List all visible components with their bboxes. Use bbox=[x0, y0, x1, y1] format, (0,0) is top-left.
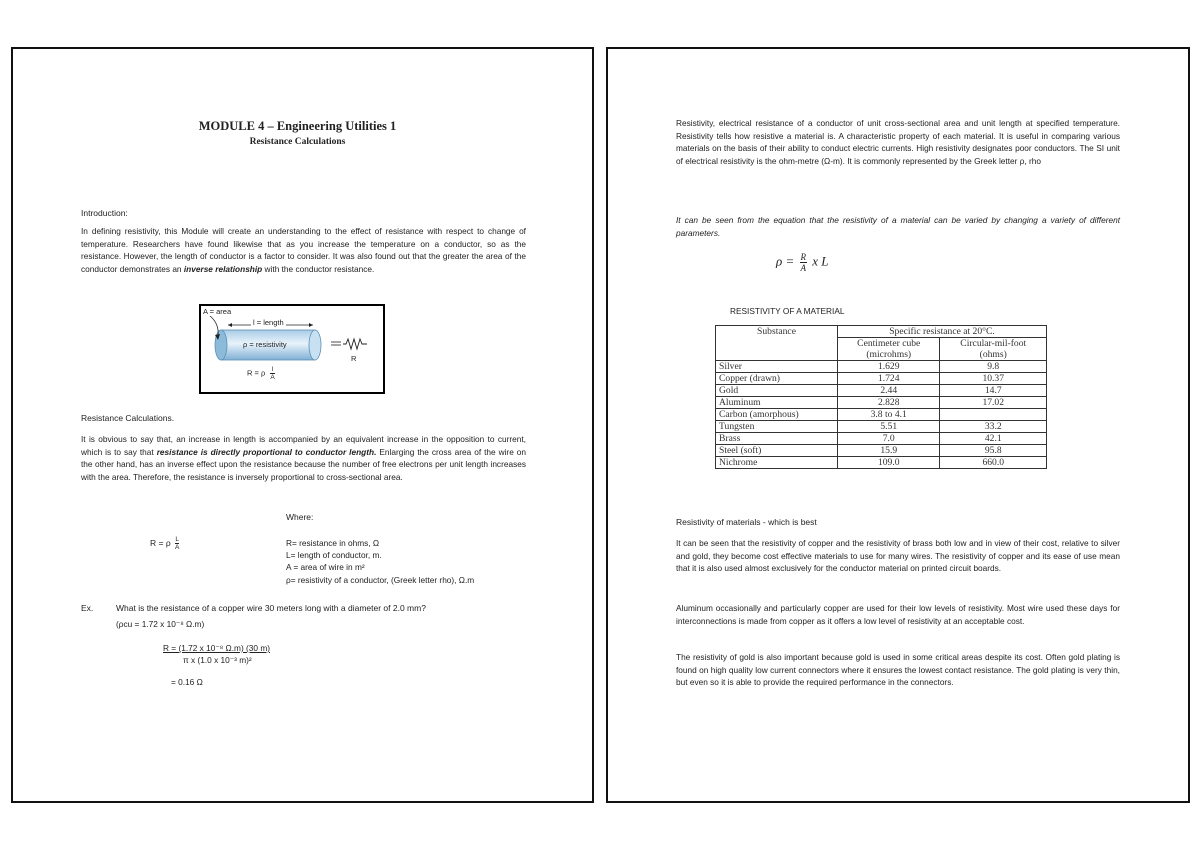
table-row bbox=[716, 397, 1047, 409]
cell-substance: Nichrome bbox=[716, 457, 838, 469]
calc-text-b: Enlarging the cross area of the wire on the other hand, has an inverse effect upon the resistance because the number of free electrons per unit length increases with the area. Therefore, the resistance is inversely proportional to cross-sectional area. bbox=[81, 446, 526, 482]
right-page bbox=[606, 47, 1190, 803]
table-row bbox=[716, 409, 1047, 421]
eq-den: A bbox=[800, 263, 807, 273]
cell-cm: 1.629 bbox=[838, 361, 940, 373]
formula-den: A bbox=[175, 544, 180, 551]
cell-cmf: 14.7 bbox=[940, 385, 1047, 397]
cell-substance: Tungsten bbox=[716, 421, 838, 433]
calc-denominator: π x (1.0 x 10⁻³ m)² bbox=[183, 655, 252, 665]
equation-intro: It can be seen from the equation that the resistivity of a material can be varied by changing a variety of different parameters. bbox=[676, 215, 1120, 238]
cell-cmf: 95.8 bbox=[940, 445, 1047, 457]
resistivity-table bbox=[715, 325, 1047, 469]
cell-substance: Aluminum bbox=[716, 397, 838, 409]
cell-substance: Steel (soft) bbox=[716, 445, 838, 457]
table-row bbox=[716, 457, 1047, 469]
cell-cm: 1.724 bbox=[838, 373, 940, 385]
table-row bbox=[716, 433, 1047, 445]
def-resistance: R= resistance in ohms, Ω bbox=[286, 538, 380, 548]
resistivity-definition: Resistivity, electrical resistance of a conductor of unit cross-sectional area and unit length at specified temperature. Resistivity tells how resistive a material is. A characteristic property of each material. It is useful in comparing various materials on the basis of their ability to conduct electric currents. High resistivity designates poor conductors. The SI unit of electrical resistivity is the ohm-metre (Ω-m). It is commonly represented by the Greek letter ρ, rho bbox=[676, 118, 1120, 166]
aluminum-paragraph: Aluminum occasionally and particularly copper are used for their low levels of resistivity. Most wire used these days for interconnections is made from copper as it offers a low level of resistivity at an acceptable cost. bbox=[676, 603, 1120, 626]
table-row bbox=[716, 361, 1047, 373]
cell-cm: 5.51 bbox=[838, 421, 940, 433]
cell-cm: 2.44 bbox=[838, 385, 940, 397]
intro-text-a: In defining resistivity, this Module will create an understanding to the effect of resistance with respect to change of temperature. Researchers have found likewise that as you increase the temperature on a conductor, so as the resistance. However, the length of conductor is a factor to consider. It was also found out that the greater the area of the conductor demonstrates an bbox=[81, 226, 526, 274]
conductor-diagram bbox=[201, 306, 383, 392]
cell-cm: 3.8 to 4.1 bbox=[838, 409, 940, 421]
figure-frac-den: A bbox=[270, 374, 275, 381]
cell-cmf: 10.37 bbox=[940, 373, 1047, 385]
cell-cmf: 9.8 bbox=[940, 361, 1047, 373]
cell-cmf: 33.2 bbox=[940, 421, 1047, 433]
copper-brass-paragraph: It can be seen that the resistivity of copper and the resistivity of brass both low and in view of their cost, relative to silver and gold, they become cost effective materials to use for many wires. The resistivity of copper and its ease of use mean that it is also used almost exclusively for the conductor material on printed circuit boards. bbox=[676, 538, 1120, 574]
gold-paragraph: The resistivity of gold is also important because gold is used in some critical areas despite its cost. Often gold plating is found on high quality low current connectors where it ensures the lowest contact resistance. The gold plating is very thin, but even so it is able to provide the required performance in the connectors. bbox=[676, 652, 1120, 688]
eq-lhs: ρ = bbox=[776, 253, 795, 269]
where-label: Where: bbox=[286, 512, 314, 522]
cell-substance: Brass bbox=[716, 433, 838, 445]
cell-substance: Silver bbox=[716, 361, 838, 373]
definitions-list bbox=[286, 537, 474, 586]
example-label: Ex. bbox=[81, 603, 94, 613]
formula-lhs: R = ρ bbox=[150, 537, 171, 548]
intro-text-b: with the conductor resistance. bbox=[262, 263, 375, 274]
calc-result: = 0.16 Ω bbox=[171, 677, 203, 687]
module-subtitle: Resistance Calculations bbox=[249, 137, 346, 147]
cell-substance: Carbon (amorphous) bbox=[716, 409, 838, 421]
cell-cm: 7.0 bbox=[838, 433, 940, 445]
figure-formula bbox=[247, 366, 275, 381]
cell-cmf bbox=[940, 409, 1047, 421]
table-caption: RESISTIVITY OF A MATERIAL bbox=[730, 306, 845, 316]
th-substance: Substance bbox=[716, 326, 838, 361]
table-row bbox=[716, 421, 1047, 433]
best-material-heading: Resistivity of materials - which is best bbox=[676, 517, 817, 527]
th-cm-unit: (microhms) bbox=[838, 349, 940, 361]
cell-cm: 15.9 bbox=[838, 445, 940, 457]
def-resistivity: ρ= resistivity of a conductor, (Greek letter rho), Ω.m bbox=[286, 574, 475, 585]
def-length: L= length of conductor, m. bbox=[286, 550, 382, 561]
cell-cm: 109.0 bbox=[838, 457, 940, 469]
calc-paragraph bbox=[81, 433, 526, 483]
resistor-label: R bbox=[351, 354, 357, 363]
conductor-figure bbox=[199, 304, 385, 394]
def-area: A = area of wire in m² bbox=[286, 562, 365, 573]
cell-substance: Copper (drawn) bbox=[716, 373, 838, 385]
area-label: A = area bbox=[203, 307, 232, 316]
example-given: (ρcu = 1.72 x 10⁻⁸ Ω.m) bbox=[116, 619, 205, 629]
length-label: l = length bbox=[253, 318, 284, 327]
cell-cmf: 42.1 bbox=[940, 433, 1047, 445]
th-cmf-unit: (ohms) bbox=[940, 349, 1047, 361]
th-cm: Centimeter cube bbox=[838, 338, 940, 350]
resistivity-equation bbox=[776, 252, 829, 273]
rho-label: ρ = resistivity bbox=[243, 340, 287, 349]
calc-text-a: It is obvious to say that, an increase in length is accompanied by an equivalent increase in the opposition to current, which is to say that bbox=[81, 434, 526, 457]
intro-paragraph bbox=[81, 225, 526, 275]
cell-cm: 2.828 bbox=[838, 397, 940, 409]
table-row bbox=[716, 385, 1047, 397]
th-cmf: Circular-mil-foot bbox=[940, 338, 1047, 350]
eq-num: R bbox=[800, 252, 807, 262]
eq-rhs: x L bbox=[812, 253, 829, 269]
table-row bbox=[716, 373, 1047, 385]
figure-formula-lhs: R = ρ bbox=[247, 368, 266, 378]
cell-cmf: 17.02 bbox=[940, 397, 1047, 409]
calc-emphasis: resistance is directly proportional to conductor length. bbox=[156, 446, 377, 457]
formula-num: L bbox=[175, 536, 180, 543]
figure-frac-num: l bbox=[271, 366, 274, 373]
table-row bbox=[716, 445, 1047, 457]
module-title: MODULE 4 – Engineering Utilities 1 bbox=[198, 119, 397, 133]
cell-substance: Gold bbox=[716, 385, 838, 397]
intro-emphasis: inverse relationship bbox=[183, 263, 263, 274]
resistance-formula bbox=[150, 536, 179, 551]
cell-cmf: 660.0 bbox=[940, 457, 1047, 469]
intro-heading: Introduction: bbox=[81, 208, 128, 218]
left-page bbox=[11, 47, 594, 803]
th-specific: Specific resistance at 20°C. bbox=[838, 326, 1047, 338]
example-question: What is the resistance of a copper wire 30 meters long with a diameter of 2.0 mm? bbox=[116, 603, 426, 613]
resistivity-table-wrap bbox=[715, 325, 1047, 469]
calc-heading: Resistance Calculations. bbox=[81, 413, 175, 423]
calc-numerator: R = (1.72 x 10⁻⁸ Ω.m) (30 m) bbox=[163, 643, 270, 653]
